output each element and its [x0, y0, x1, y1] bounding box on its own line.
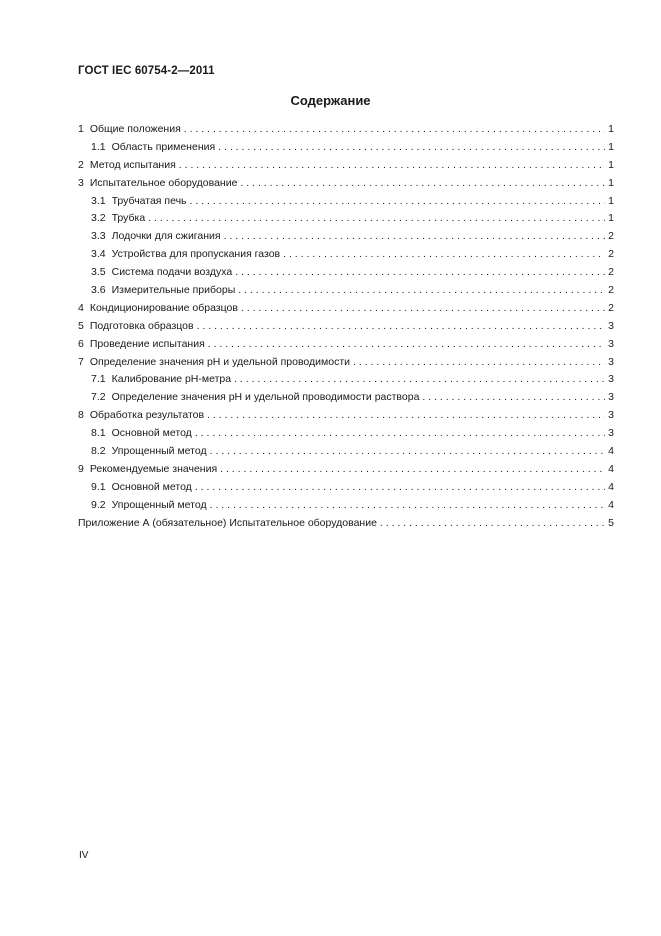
- toc-entry-title: Общие положения: [89, 123, 181, 135]
- toc-entry-title: Испытательное оборудование: [89, 176, 238, 189]
- toc-entry[interactable]: [78, 425, 614, 443]
- toc-entry-number: 3: [78, 176, 84, 189]
- toc-entry-page: 4: [608, 480, 614, 493]
- toc-entry[interactable]: [78, 479, 614, 497]
- toc-entry[interactable]: [78, 121, 614, 139]
- toc-entry-page: 3: [608, 319, 614, 332]
- toc-entry-title: Основной метод: [111, 480, 192, 493]
- toc-entry-page: 4: [608, 445, 614, 458]
- toc-entry[interactable]: [78, 300, 614, 318]
- toc-entry-page: 1: [608, 123, 614, 135]
- toc-entry[interactable]: [78, 157, 614, 175]
- toc-entry-title: Калибрование рН-метра: [111, 373, 232, 386]
- toc-entry-title: Лодочки для сжигания: [111, 230, 221, 243]
- toc-entry-title: Подготовка образцов: [89, 319, 194, 332]
- toc-entry[interactable]: [78, 175, 614, 193]
- toc-entry-page: 1: [608, 212, 614, 225]
- toc-entry-page: 2: [608, 248, 614, 261]
- toc-entry-title: Определение значения рН и удельной проводимости раствора: [111, 391, 420, 404]
- toc-entry-number: 6: [78, 337, 84, 350]
- toc-entry[interactable]: [78, 336, 614, 354]
- toc-entry-number: 2: [78, 158, 84, 171]
- toc-entry-page: 2: [608, 301, 614, 314]
- toc-entry[interactable]: [78, 443, 614, 461]
- toc-entry-page: 4: [608, 462, 614, 475]
- toc-entry-title: Кондиционирование образцов: [89, 301, 238, 314]
- toc-entry-title: Определение значения рН и удельной проводимости: [89, 355, 351, 368]
- toc-entry[interactable]: [78, 282, 614, 300]
- toc-leader-dots: [179, 157, 605, 175]
- toc-leader-dots: [380, 515, 605, 533]
- toc-entry[interactable]: [78, 246, 614, 264]
- toc-entry-title: Приложение А (обязательное) Испытательное оборудование: [78, 516, 377, 529]
- toc-entry-number: 3.6: [91, 284, 106, 297]
- toc-entry-page: 1: [608, 140, 614, 153]
- toc-entry-page: 3: [608, 427, 614, 440]
- toc-leader-dots: [224, 228, 606, 246]
- toc-leader-dots: [210, 443, 606, 461]
- toc-leader-dots: [208, 336, 605, 354]
- toc-entry[interactable]: [78, 193, 614, 211]
- toc-entry-title: Рекомендуемые значения: [89, 462, 218, 475]
- toc-leader-dots: [422, 389, 605, 407]
- toc-leader-dots: [235, 264, 605, 282]
- toc-entry[interactable]: [78, 228, 614, 246]
- toc-leader-dots: [207, 407, 605, 425]
- toc-entry-number: 8.1: [91, 427, 106, 440]
- toc-entry[interactable]: [78, 371, 614, 389]
- toc-leader-dots: [190, 193, 606, 211]
- toc-leader-dots: [240, 175, 605, 193]
- toc-entry[interactable]: [78, 407, 614, 425]
- toc-entry-number: 9.2: [91, 498, 106, 511]
- toc-entry[interactable]: [78, 497, 614, 515]
- toc-entry-page: 2: [608, 266, 614, 279]
- toc-entry-title: Трубчатая печь: [111, 194, 187, 207]
- toc-leader-dots: [210, 497, 606, 515]
- toc-entry-title: Измерительные приборы: [111, 284, 236, 297]
- toc-entry-number: 7: [78, 355, 84, 368]
- table-of-contents: [78, 121, 614, 532]
- toc-entry-number: 7.1: [91, 373, 106, 386]
- toc-entry-title: Основной метод: [111, 427, 192, 440]
- toc-entry-page: 1: [608, 176, 614, 189]
- toc-leader-dots: [241, 300, 605, 318]
- toc-entry-page: 1: [608, 194, 614, 207]
- document-id: ГОСТ IEC 60754-2—2011: [78, 65, 215, 77]
- toc-entry-page: 3: [608, 391, 614, 404]
- toc-entry[interactable]: [78, 515, 614, 533]
- toc-title: Содержание: [290, 93, 371, 108]
- toc-entry-number: 9.1: [91, 480, 106, 493]
- toc-entry-page: 2: [608, 284, 614, 297]
- toc-entry[interactable]: [78, 139, 614, 157]
- toc-entry-page: 3: [608, 409, 614, 422]
- toc-entry-page: 2: [608, 230, 614, 243]
- toc-entry-title: Трубка: [111, 212, 146, 225]
- toc-entry-number: 3.3: [91, 230, 106, 243]
- toc-leader-dots: [283, 246, 605, 264]
- toc-leader-dots: [234, 371, 605, 389]
- toc-leader-dots: [238, 282, 605, 300]
- toc-entry[interactable]: [78, 264, 614, 282]
- toc-entry-title: Упрощенный метод: [111, 498, 207, 511]
- toc-entry-title: Область применения: [111, 140, 216, 153]
- toc-entry-page: 4: [608, 498, 614, 511]
- toc-entry[interactable]: [78, 210, 614, 228]
- toc-entry-title: Устройства для пропускания газов: [111, 248, 281, 261]
- toc-entry-number: 1: [78, 123, 84, 135]
- toc-entry-number: 3.4: [91, 248, 106, 261]
- toc-entry-page: 3: [608, 355, 614, 368]
- toc-entry-number: 8: [78, 409, 84, 422]
- toc-leader-dots: [353, 354, 605, 372]
- toc-entry-number: 8.2: [91, 445, 106, 458]
- toc-leader-dots: [197, 318, 606, 336]
- toc-leader-dots: [148, 210, 605, 228]
- toc-entry-title: Упрощенный метод: [111, 445, 207, 458]
- page-number: IV: [79, 850, 89, 861]
- toc-leader-dots: [218, 139, 605, 157]
- toc-entry-title: Проведение испытания: [89, 337, 205, 350]
- toc-entry-number: 4: [78, 301, 84, 314]
- toc-entry[interactable]: [78, 354, 614, 372]
- toc-entry[interactable]: [78, 389, 614, 407]
- toc-entry-number: 3.2: [91, 212, 106, 225]
- toc-entry-page: 5: [608, 516, 614, 529]
- toc-entry-title: Система подачи воздуха: [111, 266, 233, 279]
- toc-leader-dots: [195, 425, 605, 443]
- toc-entry-number: 7.2: [91, 391, 106, 404]
- toc-entry-title: Обработка результатов: [89, 409, 205, 422]
- toc-entry-number: 9: [78, 462, 84, 475]
- toc-entry-number: 3.5: [91, 266, 106, 279]
- toc-entry-number: 1.1: [91, 140, 106, 153]
- toc-entry-title: Метод испытания: [89, 158, 176, 171]
- toc-entry-page: 3: [608, 373, 614, 386]
- toc-entry[interactable]: [78, 318, 614, 336]
- toc-leader-dots: [184, 121, 605, 139]
- toc-entry-page: 3: [608, 337, 614, 350]
- toc-leader-dots: [220, 461, 605, 479]
- toc-entry-number: 5: [78, 319, 84, 332]
- toc-entry[interactable]: [78, 461, 614, 479]
- toc-entry-page: 1: [608, 158, 614, 171]
- toc-leader-dots: [195, 479, 605, 497]
- toc-entry-number: 3.1: [91, 194, 106, 207]
